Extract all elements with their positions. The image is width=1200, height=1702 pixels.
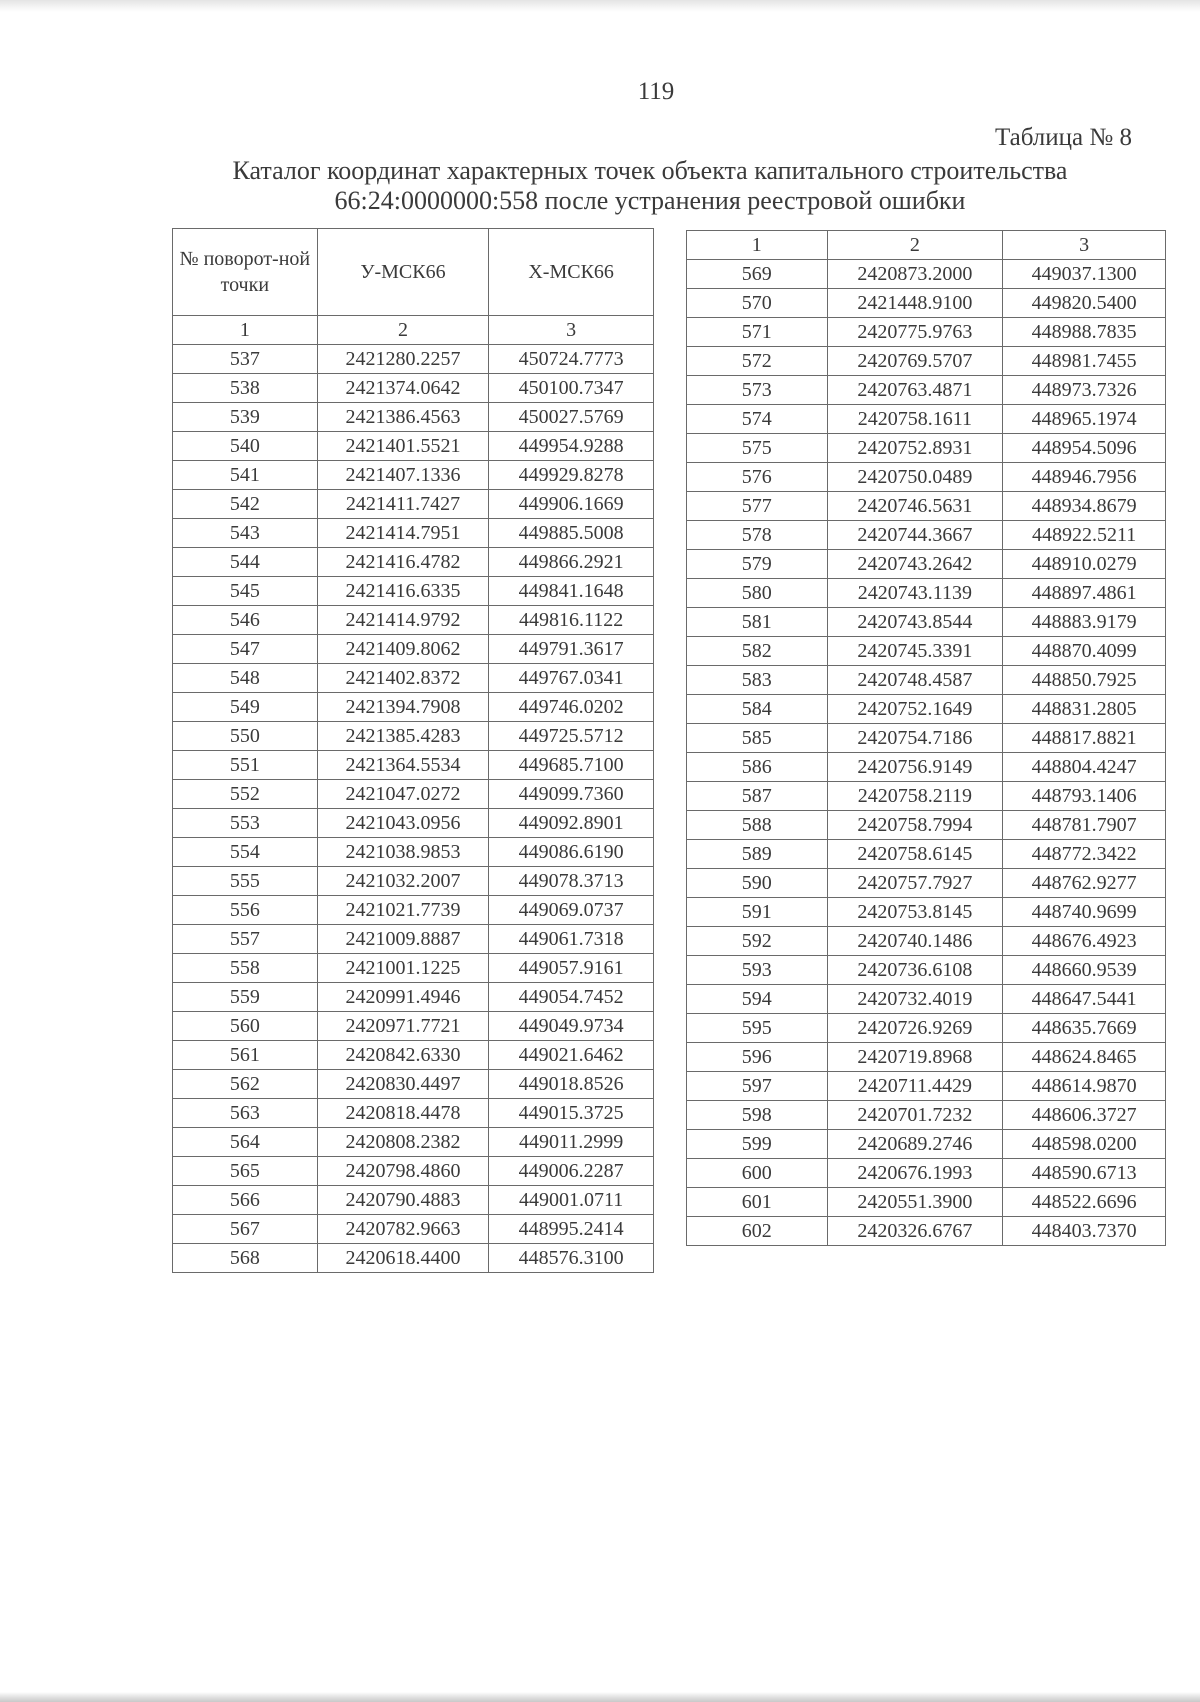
point-number-cell: 568	[173, 1244, 318, 1273]
x-coordinate-cell: 449078.3713	[489, 867, 654, 896]
point-number-cell: 537	[173, 345, 318, 374]
y-coordinate-cell: 2421448.9100	[827, 289, 1003, 318]
table-row	[687, 1043, 1166, 1072]
point-number-cell: 571	[687, 318, 828, 347]
table-row	[687, 869, 1166, 898]
header-number-row	[687, 231, 1166, 260]
x-coordinate-cell: 448772.3422	[1003, 840, 1166, 869]
point-number-cell: 598	[687, 1101, 828, 1130]
table-row	[687, 724, 1166, 753]
y-coordinate-cell: 2420676.1993	[827, 1159, 1003, 1188]
table-row	[687, 753, 1166, 782]
header-point-number: № поворот-ной точки	[173, 229, 318, 316]
x-coordinate-cell: 449841.1648	[489, 577, 654, 606]
table-row	[173, 577, 654, 606]
y-coordinate-cell: 2421414.9792	[317, 606, 489, 635]
x-coordinate-cell: 448954.5096	[1003, 434, 1166, 463]
x-coordinate-cell: 449006.2287	[489, 1157, 654, 1186]
x-coordinate-cell: 449099.7360	[489, 780, 654, 809]
x-coordinate-cell: 448793.1406	[1003, 782, 1166, 811]
y-coordinate-cell: 2420726.9269	[827, 1014, 1003, 1043]
table-row	[687, 695, 1166, 724]
y-coordinate-cell: 2421385.4283	[317, 722, 489, 751]
y-coordinate-cell: 2420752.1649	[827, 695, 1003, 724]
x-coordinate-cell: 449011.2999	[489, 1128, 654, 1157]
point-number-cell: 589	[687, 840, 828, 869]
x-coordinate-cell: 448590.6713	[1003, 1159, 1166, 1188]
point-number-cell: 578	[687, 521, 828, 550]
x-coordinate-cell: 449015.3725	[489, 1099, 654, 1128]
table-row	[687, 811, 1166, 840]
table-row	[687, 1014, 1166, 1043]
point-number-cell: 541	[173, 461, 318, 490]
table-row	[173, 606, 654, 635]
y-coordinate-cell: 2420689.2746	[827, 1130, 1003, 1159]
y-coordinate-cell: 2421416.4782	[317, 548, 489, 577]
y-coordinate-cell: 2421416.6335	[317, 577, 489, 606]
point-number-cell: 569	[687, 260, 828, 289]
point-number-cell: 601	[687, 1188, 828, 1217]
point-number-cell: 563	[173, 1099, 318, 1128]
page-number: 119	[637, 78, 675, 105]
point-number-cell: 561	[173, 1041, 318, 1070]
y-coordinate-cell: 2420745.3391	[827, 637, 1003, 666]
table-row	[687, 289, 1166, 318]
y-coordinate-cell: 2420758.6145	[827, 840, 1003, 869]
y-coordinate-cell: 2420971.7721	[317, 1012, 489, 1041]
y-coordinate-cell: 2420769.5707	[827, 347, 1003, 376]
point-number-cell: 577	[687, 492, 828, 521]
header-row	[173, 229, 654, 316]
point-number-cell: 575	[687, 434, 828, 463]
table-row	[687, 434, 1166, 463]
point-number-cell: 543	[173, 519, 318, 548]
x-coordinate-cell: 449685.7100	[489, 751, 654, 780]
x-coordinate-cell: 449049.9734	[489, 1012, 654, 1041]
caption-line-1: Каталог координат характерных точек объекта капитального строительства	[232, 156, 1068, 185]
table-row	[687, 521, 1166, 550]
y-coordinate-cell: 2420719.8968	[827, 1043, 1003, 1072]
point-number-cell: 593	[687, 956, 828, 985]
y-coordinate-cell: 2420782.9663	[317, 1215, 489, 1244]
table-row	[173, 490, 654, 519]
x-coordinate-cell: 448762.9277	[1003, 869, 1166, 898]
table-row	[687, 985, 1166, 1014]
y-coordinate-cell: 2421021.7739	[317, 896, 489, 925]
x-coordinate-cell: 449906.1669	[489, 490, 654, 519]
y-coordinate-cell: 2421409.8062	[317, 635, 489, 664]
y-coordinate-cell: 2420798.4860	[317, 1157, 489, 1186]
x-coordinate-cell: 450724.7773	[489, 345, 654, 374]
x-coordinate-cell: 449018.8526	[489, 1070, 654, 1099]
y-coordinate-cell: 2420752.8931	[827, 434, 1003, 463]
y-coordinate-cell: 2420775.9763	[827, 318, 1003, 347]
x-coordinate-cell: 448804.4247	[1003, 753, 1166, 782]
x-coordinate-cell: 449057.9161	[489, 954, 654, 983]
table-row	[173, 1070, 654, 1099]
y-coordinate-cell: 2420701.7232	[827, 1101, 1003, 1130]
x-coordinate-cell: 449069.0737	[489, 896, 654, 925]
table-row	[687, 782, 1166, 811]
x-coordinate-cell: 448870.4099	[1003, 637, 1166, 666]
y-coordinate-cell: 2420750.0489	[827, 463, 1003, 492]
y-coordinate-cell: 2421009.8887	[317, 925, 489, 954]
y-coordinate-cell: 2420756.9149	[827, 753, 1003, 782]
table-row	[687, 318, 1166, 347]
y-coordinate-cell: 2420618.4400	[317, 1244, 489, 1273]
y-coordinate-cell: 2420740.1486	[827, 927, 1003, 956]
x-coordinate-cell: 449816.1122	[489, 606, 654, 635]
point-number-cell: 583	[687, 666, 828, 695]
y-coordinate-cell: 2420763.4871	[827, 376, 1003, 405]
header-num-2: 2	[827, 231, 1003, 260]
header-num-1: 1	[173, 316, 318, 345]
point-number-cell: 572	[687, 347, 828, 376]
x-coordinate-cell: 448934.8679	[1003, 492, 1166, 521]
y-coordinate-cell: 2420758.1611	[827, 405, 1003, 434]
point-number-cell: 545	[173, 577, 318, 606]
point-number-cell: 549	[173, 693, 318, 722]
table-row	[687, 579, 1166, 608]
y-coordinate-cell: 2420711.4429	[827, 1072, 1003, 1101]
point-number-cell: 565	[173, 1157, 318, 1186]
point-number-cell: 552	[173, 780, 318, 809]
point-number-cell: 554	[173, 838, 318, 867]
table-row	[173, 1157, 654, 1186]
x-coordinate-cell: 448403.7370	[1003, 1217, 1166, 1246]
y-coordinate-cell: 2420790.4883	[317, 1186, 489, 1215]
point-number-cell: 542	[173, 490, 318, 519]
table-row	[687, 1101, 1166, 1130]
x-coordinate-cell: 448624.8465	[1003, 1043, 1166, 1072]
y-coordinate-cell: 2420732.4019	[827, 985, 1003, 1014]
table-row	[173, 1186, 654, 1215]
point-number-cell: 581	[687, 608, 828, 637]
x-coordinate-cell: 449885.5008	[489, 519, 654, 548]
x-coordinate-cell: 448598.0200	[1003, 1130, 1166, 1159]
y-coordinate-cell: 2420744.3667	[827, 521, 1003, 550]
point-number-cell: 553	[173, 809, 318, 838]
y-coordinate-cell: 2421411.7427	[317, 490, 489, 519]
table-row	[173, 1012, 654, 1041]
x-coordinate-cell: 449086.6190	[489, 838, 654, 867]
table-row	[173, 1128, 654, 1157]
point-number-cell: 555	[173, 867, 318, 896]
point-number-cell: 548	[173, 664, 318, 693]
point-number-cell: 584	[687, 695, 828, 724]
point-number-cell: 595	[687, 1014, 828, 1043]
x-coordinate-cell: 448576.3100	[489, 1244, 654, 1273]
table-row	[173, 519, 654, 548]
table-row	[173, 345, 654, 374]
x-coordinate-cell: 448995.2414	[489, 1215, 654, 1244]
x-coordinate-cell: 448606.3727	[1003, 1101, 1166, 1130]
table-row	[173, 983, 654, 1012]
point-number-cell: 556	[173, 896, 318, 925]
table-row	[173, 838, 654, 867]
y-coordinate-cell: 2421043.0956	[317, 809, 489, 838]
coordinates-table-right	[686, 230, 1166, 1246]
table-row	[173, 403, 654, 432]
x-coordinate-cell: 448522.6696	[1003, 1188, 1166, 1217]
y-coordinate-cell: 2421374.0642	[317, 374, 489, 403]
point-number-cell: 559	[173, 983, 318, 1012]
table-row	[687, 463, 1166, 492]
point-number-cell: 560	[173, 1012, 318, 1041]
point-number-cell: 599	[687, 1130, 828, 1159]
table-row	[687, 1159, 1166, 1188]
point-number-cell: 538	[173, 374, 318, 403]
x-coordinate-cell: 449061.7318	[489, 925, 654, 954]
header-x-msk66: Х-МСК66	[489, 229, 654, 316]
x-coordinate-cell: 448910.0279	[1003, 550, 1166, 579]
x-coordinate-cell: 448614.9870	[1003, 1072, 1166, 1101]
coordinates-table-left	[172, 228, 654, 1273]
x-coordinate-cell: 448946.7956	[1003, 463, 1166, 492]
point-number-cell: 597	[687, 1072, 828, 1101]
y-coordinate-cell: 2420743.2642	[827, 550, 1003, 579]
point-number-cell: 602	[687, 1217, 828, 1246]
table-row	[173, 635, 654, 664]
table-row	[687, 1217, 1166, 1246]
table-row	[687, 347, 1166, 376]
y-coordinate-cell: 2421032.2007	[317, 867, 489, 896]
x-coordinate-cell: 448883.9179	[1003, 608, 1166, 637]
table-row	[173, 374, 654, 403]
point-number-cell: 574	[687, 405, 828, 434]
y-coordinate-cell: 2420748.4587	[827, 666, 1003, 695]
point-number-cell: 576	[687, 463, 828, 492]
y-coordinate-cell: 2421394.7908	[317, 693, 489, 722]
table-row	[687, 637, 1166, 666]
x-coordinate-cell: 449001.0711	[489, 1186, 654, 1215]
x-coordinate-cell: 449021.6462	[489, 1041, 654, 1070]
point-number-cell: 596	[687, 1043, 828, 1072]
table-row	[687, 492, 1166, 521]
x-coordinate-cell: 448660.9539	[1003, 956, 1166, 985]
table-row	[173, 461, 654, 490]
y-coordinate-cell: 2420551.3900	[827, 1188, 1003, 1217]
table-row	[687, 1072, 1166, 1101]
y-coordinate-cell: 2421401.5521	[317, 432, 489, 461]
x-coordinate-cell: 449954.9288	[489, 432, 654, 461]
table-label: Таблица № 8	[994, 124, 1132, 151]
y-coordinate-cell: 2421364.5534	[317, 751, 489, 780]
x-coordinate-cell: 448635.7669	[1003, 1014, 1166, 1043]
y-coordinate-cell: 2420754.7186	[827, 724, 1003, 753]
point-number-cell: 566	[173, 1186, 318, 1215]
table-row	[687, 608, 1166, 637]
caption-line-2: 66:24:0000000:558 после устранения реестровой ошибки	[334, 186, 966, 215]
y-coordinate-cell: 2421414.7951	[317, 519, 489, 548]
header-y-msk66: У-МСК66	[317, 229, 489, 316]
y-coordinate-cell: 2420326.6767	[827, 1217, 1003, 1246]
table-caption	[180, 156, 1120, 216]
point-number-cell: 551	[173, 751, 318, 780]
point-number-cell: 544	[173, 548, 318, 577]
point-number-cell: 591	[687, 898, 828, 927]
point-number-cell: 580	[687, 579, 828, 608]
y-coordinate-cell: 2421038.9853	[317, 838, 489, 867]
table-row	[687, 840, 1166, 869]
table-row	[687, 260, 1166, 289]
point-number-cell: 567	[173, 1215, 318, 1244]
point-number-cell: 562	[173, 1070, 318, 1099]
y-coordinate-cell: 2420758.2119	[827, 782, 1003, 811]
header-num-3: 3	[1003, 231, 1166, 260]
table-row	[173, 954, 654, 983]
table-row	[173, 809, 654, 838]
y-coordinate-cell: 2420743.1139	[827, 579, 1003, 608]
y-coordinate-cell: 2420830.4497	[317, 1070, 489, 1099]
table-row	[173, 1041, 654, 1070]
header-number-row	[173, 316, 654, 345]
point-number-cell: 570	[687, 289, 828, 318]
point-number-cell: 539	[173, 403, 318, 432]
point-number-cell: 600	[687, 1159, 828, 1188]
x-coordinate-cell: 448922.5211	[1003, 521, 1166, 550]
point-number-cell: 586	[687, 753, 828, 782]
table-row	[173, 548, 654, 577]
x-coordinate-cell: 448831.2805	[1003, 695, 1166, 724]
y-coordinate-cell: 2421047.0272	[317, 780, 489, 809]
header-num-1: 1	[687, 231, 828, 260]
x-coordinate-cell: 448676.4923	[1003, 927, 1166, 956]
table-row	[173, 722, 654, 751]
point-number-cell: 546	[173, 606, 318, 635]
x-coordinate-cell: 449791.3617	[489, 635, 654, 664]
point-number-cell: 573	[687, 376, 828, 405]
table-row	[173, 432, 654, 461]
x-coordinate-cell: 449866.2921	[489, 548, 654, 577]
y-coordinate-cell: 2420818.4478	[317, 1099, 489, 1128]
x-coordinate-cell: 449820.5400	[1003, 289, 1166, 318]
table-row	[173, 751, 654, 780]
table-row	[173, 896, 654, 925]
table-row	[173, 693, 654, 722]
y-coordinate-cell: 2420757.7927	[827, 869, 1003, 898]
table-row	[687, 956, 1166, 985]
y-coordinate-cell: 2420753.8145	[827, 898, 1003, 927]
table-row	[687, 898, 1166, 927]
x-coordinate-cell: 448988.7835	[1003, 318, 1166, 347]
x-coordinate-cell: 449746.0202	[489, 693, 654, 722]
x-coordinate-cell: 448850.7925	[1003, 666, 1166, 695]
y-coordinate-cell: 2421407.1336	[317, 461, 489, 490]
scan-edge-bottom	[0, 1692, 1200, 1702]
table-right-body	[687, 260, 1166, 1246]
header-num-2: 2	[317, 316, 489, 345]
x-coordinate-cell: 448781.7907	[1003, 811, 1166, 840]
point-number-cell: 582	[687, 637, 828, 666]
x-coordinate-cell: 448981.7455	[1003, 347, 1166, 376]
x-coordinate-cell: 448817.8821	[1003, 724, 1166, 753]
x-coordinate-cell: 448965.1974	[1003, 405, 1166, 434]
table-left-body	[173, 345, 654, 1273]
x-coordinate-cell: 448740.9699	[1003, 898, 1166, 927]
x-coordinate-cell: 448897.4861	[1003, 579, 1166, 608]
point-number-cell: 557	[173, 925, 318, 954]
point-number-cell: 547	[173, 635, 318, 664]
x-coordinate-cell: 449037.1300	[1003, 260, 1166, 289]
point-number-cell: 594	[687, 985, 828, 1014]
x-coordinate-cell: 448973.7326	[1003, 376, 1166, 405]
x-coordinate-cell: 449725.5712	[489, 722, 654, 751]
point-number-cell: 550	[173, 722, 318, 751]
table-row	[687, 376, 1166, 405]
point-number-cell: 587	[687, 782, 828, 811]
point-number-cell: 585	[687, 724, 828, 753]
table-row	[687, 1188, 1166, 1217]
table-row	[173, 1244, 654, 1273]
x-coordinate-cell: 448647.5441	[1003, 985, 1166, 1014]
header-num-3: 3	[489, 316, 654, 345]
x-coordinate-cell: 449767.0341	[489, 664, 654, 693]
table-row	[173, 1215, 654, 1244]
point-number-cell: 558	[173, 954, 318, 983]
table-row	[687, 405, 1166, 434]
x-coordinate-cell: 450027.5769	[489, 403, 654, 432]
y-coordinate-cell: 2420873.2000	[827, 260, 1003, 289]
y-coordinate-cell: 2421386.4563	[317, 403, 489, 432]
table-row	[173, 1099, 654, 1128]
y-coordinate-cell: 2420736.6108	[827, 956, 1003, 985]
point-number-cell: 564	[173, 1128, 318, 1157]
y-coordinate-cell: 2420743.8544	[827, 608, 1003, 637]
y-coordinate-cell: 2421001.1225	[317, 954, 489, 983]
table-row	[173, 867, 654, 896]
scan-edge-top	[0, 0, 1200, 12]
y-coordinate-cell: 2420808.2382	[317, 1128, 489, 1157]
y-coordinate-cell: 2421280.2257	[317, 345, 489, 374]
point-number-cell: 590	[687, 869, 828, 898]
table-row	[687, 666, 1166, 695]
table-row	[173, 925, 654, 954]
y-coordinate-cell: 2420758.7994	[827, 811, 1003, 840]
point-number-cell: 540	[173, 432, 318, 461]
x-coordinate-cell: 450100.7347	[489, 374, 654, 403]
table-row	[687, 927, 1166, 956]
table-row	[173, 780, 654, 809]
point-number-cell: 588	[687, 811, 828, 840]
x-coordinate-cell: 449092.8901	[489, 809, 654, 838]
table-row	[687, 1130, 1166, 1159]
table-row	[173, 664, 654, 693]
y-coordinate-cell: 2420746.5631	[827, 492, 1003, 521]
y-coordinate-cell: 2421402.8372	[317, 664, 489, 693]
x-coordinate-cell: 449054.7452	[489, 983, 654, 1012]
y-coordinate-cell: 2420842.6330	[317, 1041, 489, 1070]
table-row	[687, 550, 1166, 579]
point-number-cell: 579	[687, 550, 828, 579]
x-coordinate-cell: 449929.8278	[489, 461, 654, 490]
point-number-cell: 592	[687, 927, 828, 956]
y-coordinate-cell: 2420991.4946	[317, 983, 489, 1012]
